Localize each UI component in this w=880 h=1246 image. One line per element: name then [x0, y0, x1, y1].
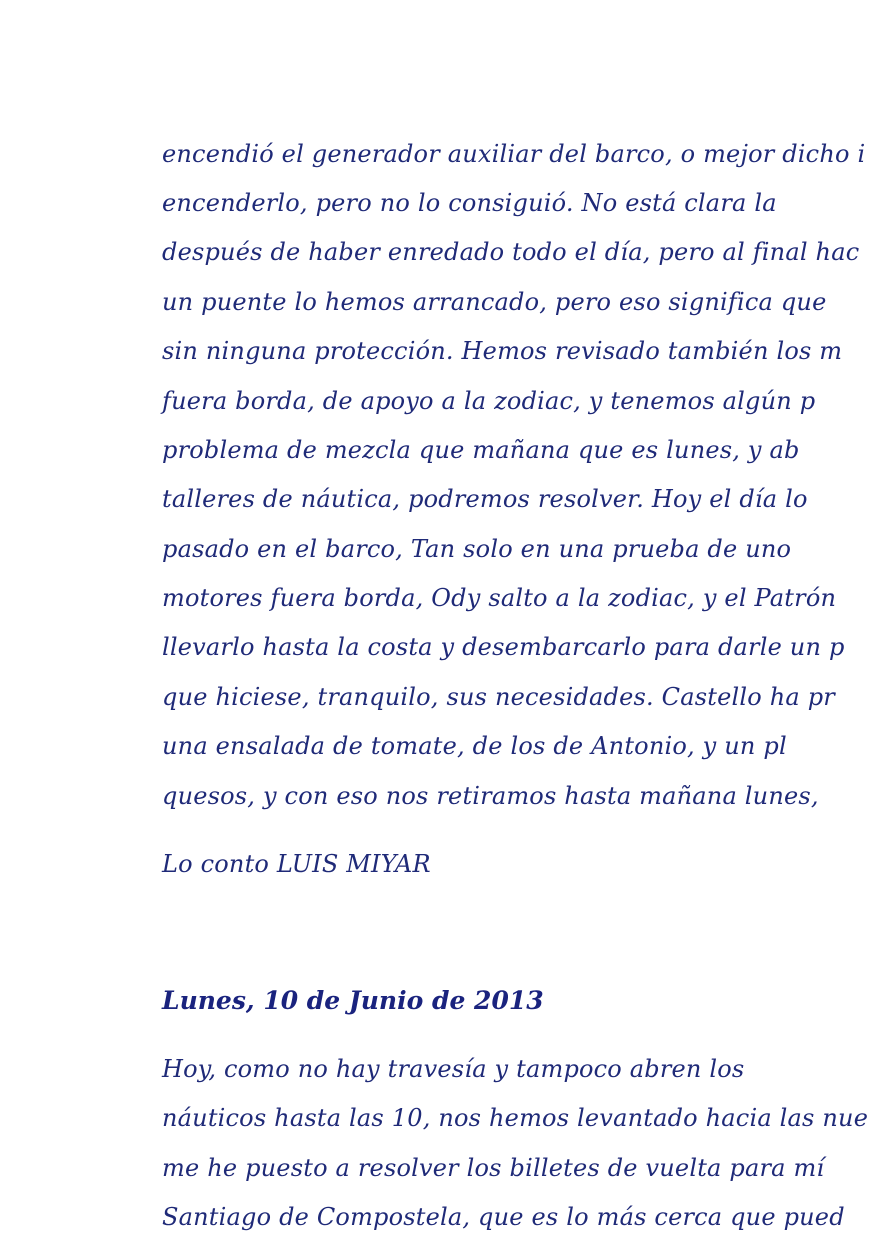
paragraph-line: que hiciese, tranquilo, sus necesidades. Castello ha pr [162, 683, 835, 711]
paragraph-line: encendió el generador auxiliar del barco, o mejor dicho i [162, 140, 866, 168]
paragraph-line: un puente lo hemos arrancado, pero eso significa que [162, 288, 827, 316]
paragraph-line: una ensalada de tomate, de los de Antonio, y un pl [162, 732, 787, 760]
paragraph-line: motores fuera borda, Ody salto a la zodiac, y el Patrón [162, 584, 837, 612]
paragraph-line: me he puesto a resolver los billetes de vuelta para mí [162, 1154, 825, 1182]
paragraph-line: Santiago de Compostela, que es lo más cerca que pued [162, 1203, 845, 1231]
paragraph-line: problema de mezcla que mañana que es lunes, y ab [162, 436, 800, 464]
paragraph-line: pasado en el barco, Tan solo en una prueba de uno [162, 535, 792, 563]
paragraph-line: talleres de náutica, podremos resolver. Hoy el día lo [162, 485, 808, 513]
date-heading: Lunes, 10 de Junio de 2013 [162, 986, 544, 1015]
paragraph-line: encenderlo, pero no lo consiguió. No está clara la [162, 189, 777, 217]
paragraph-line: quesos, y con eso nos retiramos hasta mañana lunes, [162, 782, 819, 810]
paragraph-line: Hoy, como no hay travesía y tampoco abren los [162, 1055, 745, 1083]
paragraph-line: llevarlo hasta la costa y desembarcarlo para darle un p [162, 633, 845, 661]
paragraph-line: náuticos hasta las 10, nos hemos levantado hacia las nue [162, 1104, 869, 1132]
paragraph-line: sin ninguna protección. Hemos revisado también los m [162, 337, 843, 365]
paragraph-line: fuera borda, de apoyo a la zodiac, y tenemos algún p [162, 387, 816, 415]
paragraph-line: después de haber enredado todo el día, pero al final hac [162, 238, 860, 266]
signature: Lo conto LUIS MIYAR [162, 850, 431, 878]
